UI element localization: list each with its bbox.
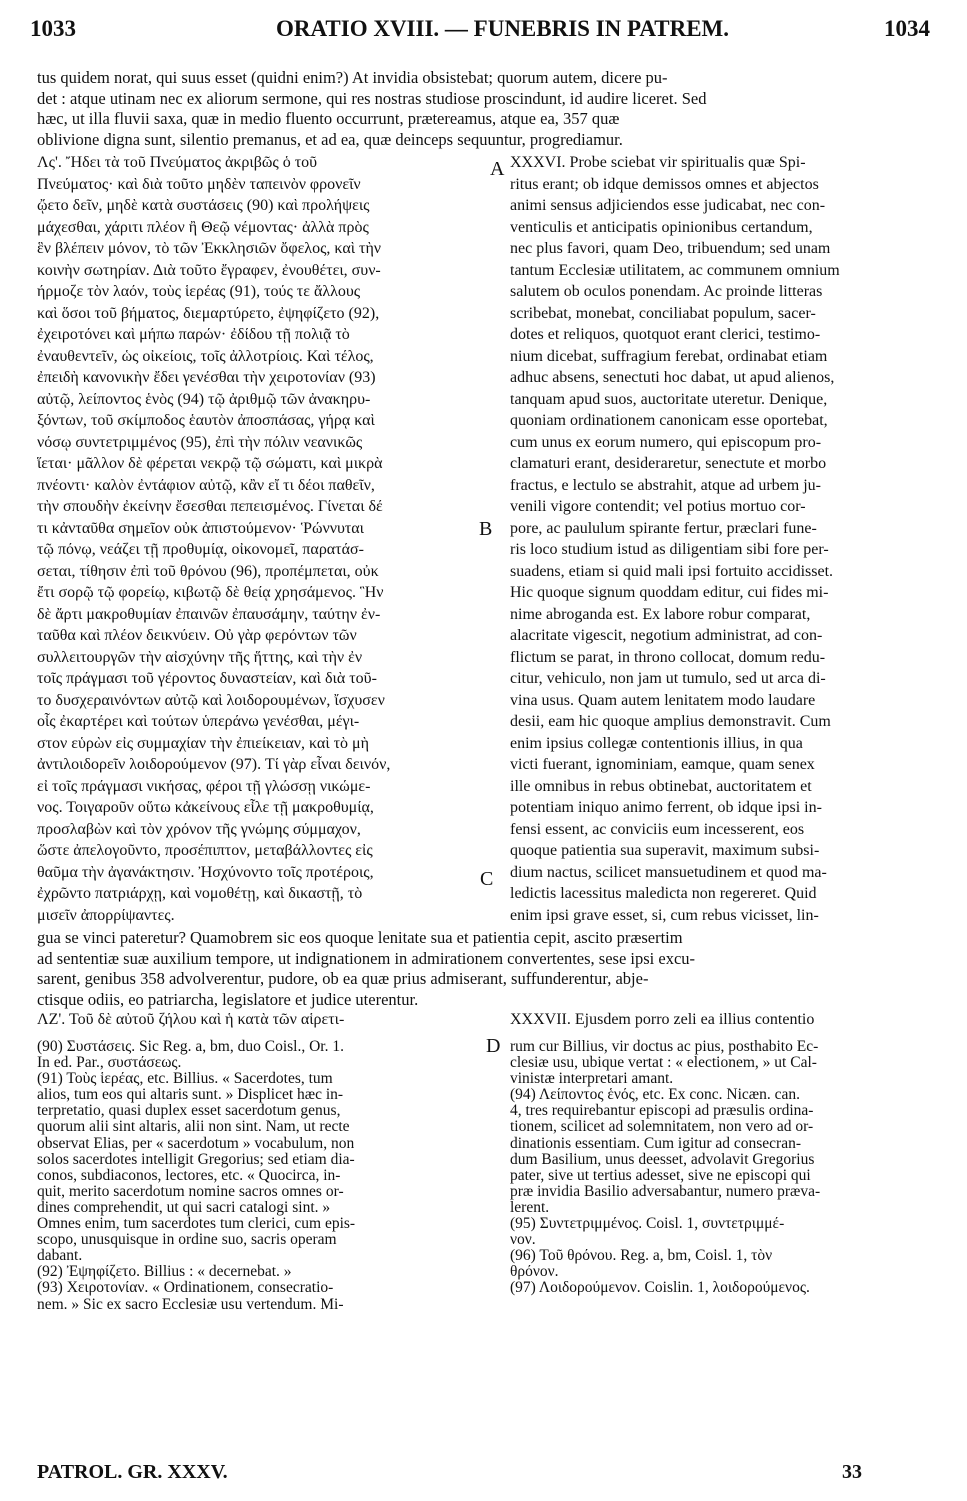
text-line: dinationis essentiam. Cum igitur ad consecran- bbox=[510, 1135, 801, 1152]
footer-page-number: 33 bbox=[842, 1461, 862, 1483]
text-line: ris loco studium istud as diligentiam sibi fore per- bbox=[510, 541, 829, 558]
running-header bbox=[30, 16, 930, 46]
text-line: ὥστε ἀπελογοῦντο, προσέπιπτον, μεταβάλλοντες εἰς bbox=[37, 842, 373, 859]
text-line: scribebat, monebat, conciliabat populum, sacer- bbox=[510, 304, 816, 322]
text-line: συλλειτουργῶν τὴν αἰσχύνην τῆς ἥττης, καὶ τὴν ἐν bbox=[37, 648, 363, 666]
text-line: vina usus. Quam autem lenitatem modo laudare bbox=[510, 691, 816, 709]
text-line: oblivione digna sunt, silentio premanus, et ad ea, quæ deinceps sequuntur, progrediamur. bbox=[37, 129, 623, 149]
text-line: dium nactus, scilicet mansuetudinem et quod ma- bbox=[510, 863, 827, 881]
text-line: νον. bbox=[510, 1232, 536, 1249]
greek-column bbox=[37, 152, 492, 926]
text-line: ἐπειδὴ κανονικὴν ἔδει γενέσθαι τὴν χειροτονίαν (93) bbox=[37, 369, 376, 386]
text-line: Λς'. Ἤδει τὰ τοῦ Πνεύματος ἀκριβῶς ὁ τοῦ bbox=[37, 154, 318, 171]
text-line: observat Elias, per « sacerdotum » vocabulum, non bbox=[37, 1135, 355, 1152]
text-line: dum Basilium, unus deesset, advolavit Gregorius bbox=[510, 1151, 815, 1168]
text-line: lerent. bbox=[510, 1199, 550, 1216]
latin-column bbox=[510, 152, 930, 926]
text-line: nem. » Sic ex sacro Ecclesiæ usu vertendum. Mi- bbox=[37, 1296, 344, 1313]
text-line: (96) Τοῦ θρόνου. Reg. a, bm, Coisl. 1, τὸν bbox=[510, 1248, 773, 1265]
text-line: fensi essent, ac conviciis eum incesserent, eos bbox=[510, 820, 805, 838]
margin-letter-b: B bbox=[479, 518, 493, 540]
column-number-right: 1034 bbox=[884, 16, 930, 41]
text-line: πνέοντι· καλὸν ἐντάφιον αὐτῷ, κἂν εἴ τι δέοι παθεῖν, bbox=[37, 476, 375, 494]
margin-letter-a: A bbox=[490, 158, 505, 180]
text-line: (93) Χειροτονίαν. « Ordinationem, consecratio- bbox=[37, 1280, 334, 1297]
text-line: Omnes enim, tum sacerdotes tum clerici, cum epis- bbox=[37, 1216, 356, 1233]
text-line: αὐτῷ, λείποντος ἑνὸς (94) τῷ ἀριθμῷ τῶν ἀνακηρυ- bbox=[37, 390, 371, 408]
running-title: ORATIO XVIII. — FUNEBRIS IN PATREM. bbox=[276, 16, 730, 41]
mid-latin-block bbox=[37, 928, 930, 1010]
latin-next-section: XXXVII. Ejusdem porro zeli ea illius contentio bbox=[510, 1011, 815, 1028]
text-line: quorum alii sint altaris, alii non sint. Nam, ut recte bbox=[37, 1119, 350, 1136]
text-line: dines comprehendit, ut qui sacri catalogi sint. » bbox=[37, 1199, 331, 1216]
text-line: τὴν σπουδὴν ἐκείνην ἔσεσθαι πεπεισμένος. Γίνεται δέ bbox=[37, 498, 383, 515]
text-line: tionem, scilicet ad solemnitatem, non vero ad or- bbox=[510, 1119, 814, 1136]
text-line: quoque patientia sua superavit, maximum subsi- bbox=[510, 842, 820, 859]
text-line: animi sensus adjiciendos esse judicabat, nec con- bbox=[510, 197, 826, 214]
text-line: victi fuerant, ignominiam, eamque, quam senex bbox=[510, 756, 815, 773]
text-line: dotes et reliquos, quotquot erant clerici, testimo- bbox=[510, 326, 821, 343]
text-line: desii, eam hic quoque amplius demonstravit. Cum bbox=[510, 713, 831, 730]
text-line: nime abroganda est. Ex labore robur comparat, bbox=[510, 605, 811, 623]
text-line: clesiæ usu, ubique vertat : « electionem, » ut Cal- bbox=[510, 1055, 817, 1072]
text-line: μισεῖν ἀπορρίψαντες. bbox=[37, 906, 175, 924]
text-line: ᾤετο δεῖν, μηδὲ κατὰ συστάσεις (90) καὶ προλήψεις bbox=[37, 197, 370, 214]
text-line: εἰ τοῖς πράγμασι νικήσας, φέροι τῇ γλώσσῃ νικώμε- bbox=[37, 777, 371, 795]
text-line: ritus erant; ob idque demissos omnes et abjectos bbox=[510, 175, 819, 193]
text-line: ille omnibus in rebus obtinebat, auctoritatem et bbox=[510, 777, 812, 795]
text-line: suadens, etiam si quid mali ipsi fortuito accidisset. bbox=[510, 562, 834, 580]
text-line: alios, tum eos qui altaris sunt. » Displicet hæc in- bbox=[37, 1087, 344, 1104]
text-line: flictum se parat, in throno collocat, domum redu- bbox=[510, 648, 826, 666]
text-line: (91) Τοὺς ἱερέας, etc. Billius. « Sacerdotes, tum bbox=[37, 1071, 333, 1088]
text-line: ἔτι σορῷ τῷ φορείῳ, κιβωτῷ δὲ θείᾳ χρησάμενος. Ἣν bbox=[37, 584, 384, 601]
text-line: cum unus ex eorum numero, qui episcopum pro- bbox=[510, 433, 822, 451]
text-line: venticulis et anticipatis opinionibus certandum, bbox=[510, 218, 813, 236]
text-line: tanquam apud suos, auctoritate uteretur. Denique, bbox=[510, 390, 828, 408]
text-line: κοινὴν σωτηρίαν. Διὰ τοῦτο ἔγραφεν, ἐνουθέτει, συν- bbox=[37, 261, 381, 279]
text-line: enim ipsi grave esset, si, cum rebus vicisset, lin- bbox=[510, 906, 819, 924]
text-line: ξόντων, τοῦ σκίμποδος ἑαυτὸν ἀποσπάσας, γήρᾳ καὶ bbox=[37, 412, 375, 429]
text-line: clamaturi erant, desideraretur, senectute et morbo bbox=[510, 455, 827, 472]
text-line: (97) Λοιδορούμενον. Coislin. 1, λοιδορούμενος. bbox=[510, 1280, 810, 1297]
text-line: μάχεσθαι, χάριτι πλέον ἢ Θεῷ νέμοντας· ἀλλὰ πρὸς bbox=[37, 218, 369, 236]
text-line: enim ipsius collegæ contentionis illius, in qua bbox=[510, 734, 803, 752]
text-line: pore, ac paululum spirante fertur, præclari fune- bbox=[510, 519, 817, 537]
text-line: det : atque utinam nec ex aliorum sermone, qui res nostras studiose proscindunt, id audire liceret. Sed bbox=[37, 88, 707, 108]
text-line: ἀντιλοιδορεῖν λοιδορούμενον (97). Τί γὰρ εἶναι δεινόν, bbox=[37, 756, 391, 773]
text-line: præ invidia Basilio adversabantur, numero præva- bbox=[510, 1183, 821, 1200]
text-line: προσλαβὼν καὶ τὸν χρόνον τῆς γνώμης σύμμαχον, bbox=[37, 820, 361, 838]
text-line: ήρμοζε τὸν λαόν, τοὺς ἱερέας (91), τούς τε ἄλλους bbox=[37, 283, 361, 300]
text-line: sarent, genibus 358 advolverentur, pudore, ob ea quæ prius admiserant, suffunderentur, abje- bbox=[37, 969, 649, 988]
text-line: ἓν βλέπειν μόνον, τὸ τῶν Ἐκκλησιῶν ὄφελος, καὶ τὴν bbox=[37, 240, 382, 257]
text-line: rum cur Billius, vir doctus ac pius, posthabito Ec- bbox=[510, 1039, 819, 1055]
text-line: alacritate vigescit, negotium administrat, ad con- bbox=[510, 627, 823, 644]
text-line: 4, tres requirebantur episcopi ad præsulis ordina- bbox=[510, 1103, 814, 1120]
text-line: στον εὑρὼν εἰς συμμαχίαν τὴν ἐπιείκειαν, καὶ τὸ μὴ bbox=[37, 734, 369, 752]
text-line: (92) Ἐψηφίζετο. Billius : « decernebat. » bbox=[37, 1264, 292, 1281]
top-latin-block bbox=[37, 68, 930, 150]
text-line: potentiam iniquo animo ferrent, ob idque ipsi in- bbox=[510, 799, 822, 816]
text-line: δὲ ἄρτι μακροθυμίαν ἐπαινῶν ἐπαυσάμην, ταύτην ἐν- bbox=[37, 605, 381, 623]
text-line: pater, sive ut tertius adesset, sive ne episcopi qui bbox=[510, 1167, 811, 1184]
text-line: hæc, ut illa fluvii saxa, quæ in medio fluento occurrunt, prætereamus, atque ea, 357 quæ bbox=[37, 109, 620, 128]
text-line: νος. Τοιγαροῦν οὕτω κἀκείνους εἷλε τῇ μακροθυμίᾳ, bbox=[37, 799, 374, 816]
text-line: θρόνον. bbox=[510, 1264, 559, 1281]
text-line: vinistæ interpretari amant. bbox=[510, 1071, 674, 1088]
text-line: ἐχειροτόνει καὶ μήπω παρών· ἐδίδου τῇ πολιᾷ τὸ bbox=[37, 326, 350, 343]
text-line: ctisque odiis, eo patriarcha, legislatore et judice uterentur. bbox=[37, 989, 419, 1009]
text-line: ἵεται· μᾶλλον δὲ φέρεται νεκρῷ τῷ σώματι, καὶ μικρὰ bbox=[37, 455, 383, 472]
text-line: fractus, e lectulo se abstrahit, atque ad urbem ju- bbox=[510, 476, 821, 494]
text-line: τοῖς πράγμασι τοῦ γέροντος δυναστείαν, καὶ διὰ τοῦ- bbox=[37, 670, 377, 687]
text-line: (90) Συστάσεις. Sic Reg. a, bm, duo Coisl., Or. 1. bbox=[37, 1039, 344, 1055]
text-line: ad sententiæ suæ auxilium tempore, ut indignationem in admirationem convertentes, sese ipsi excu- bbox=[37, 948, 696, 968]
text-line: scopo, unusquisque in ordine suo, sacris operam bbox=[37, 1232, 337, 1249]
text-line: σεται, τίθησιν ἐπὶ τοῦ θρόνου (96), προπέμπεται, οὐκ bbox=[37, 562, 379, 580]
text-line: τῷ πόνῳ, νεάζει τῇ προθυμίᾳ, οἰκονομεῖ, παρατάσ- bbox=[37, 541, 364, 558]
text-line: ἐχρῶντο πατριάρχῃ, καὶ νομοθέτῃ, καὶ δικαστῇ, τὸ bbox=[37, 885, 363, 902]
text-line: Πνεύματος· καὶ διὰ τοῦτο μηδὲν ταπεινὸν φρονεῖν bbox=[37, 175, 361, 193]
text-line: ledictis lacessitus maledicta non regereret. Quid bbox=[510, 885, 817, 902]
footnotes-left bbox=[37, 1039, 477, 1313]
text-line: τι κἀνταῦθα σημεῖον οὐκ ἀπιστούμενον· Ῥώννυται bbox=[37, 519, 364, 537]
text-line: το δυσχεραινόντων αὐτῷ καὶ λοιδορουμένων, ἴσχυσεν bbox=[37, 691, 385, 709]
text-line: nium dicebat, suffragium ferebat, ordinabat etiam bbox=[510, 347, 828, 365]
text-line: ταῦθα καὶ πλέον δεικνύειν. Οὐ γὰρ φερόντων τῶν bbox=[37, 627, 357, 644]
text-line: solos sacerdotes intelligit Gregorius; sed etiam dia- bbox=[37, 1151, 355, 1168]
text-line: οἷς ἐκαρτέρει καὶ τούτων ὑπεράνω γενέσθαι, μέγι- bbox=[37, 713, 360, 730]
text-line: (94) Λείποντος ἑνός, etc. Ex conc. Nicæn. can. bbox=[510, 1087, 801, 1104]
text-line: ἐναυθεντεῖν, ὡς οἰκείοις, τοῖς ἀλλοτρίοις. Καὶ τέλος, bbox=[37, 347, 374, 365]
text-line: (95) Συντετριμμένος. Coisl. 1, συντετριμμέ- bbox=[510, 1216, 785, 1233]
text-line: XXXVI. Probe sciebat vir spiritualis quæ Spi- bbox=[510, 154, 806, 171]
greek-next-section: ΛΖ'. Τοῦ δὲ αὐτοῦ ζήλου καὶ ἡ κατὰ τῶν αἱρετι- bbox=[37, 1011, 345, 1028]
text-line: In ed. Par., συστάσεως. bbox=[37, 1055, 182, 1072]
footnotes-right bbox=[510, 1039, 930, 1297]
text-line: conos, subdiaconos, lectores, etc. « Quocirca, in- bbox=[37, 1167, 341, 1184]
footer-volume: PATROL. GR. XXXV. bbox=[37, 1461, 228, 1483]
text-line: adhuc absens, senectuti hoc dabat, ut apud alienos, bbox=[510, 369, 835, 386]
text-line: quoniam ordinationem canonicam esse oportebat, bbox=[510, 412, 828, 429]
text-line: Hic quoque signum quoddam editur, cui fides mi- bbox=[510, 584, 829, 601]
text-line: θαῦμα τὴν ἀγανάκτησιν. Ἠσχύνοντο τοῖς προτέροις, bbox=[37, 863, 374, 881]
text-line: νόσῳ συντετριμμένος (95), ἐπὶ τὴν πόλιν νεανικῶς bbox=[37, 433, 363, 451]
text-line: quit, merito sacerdotum nomine sacros omnes or- bbox=[37, 1183, 344, 1200]
text-line: καὶ ὅσοι τοῦ βήματος, διεμαρτύρετο, ἐψηφίζετο (92), bbox=[37, 304, 380, 322]
text-line: terpretatio, quasi duplex esset sacerdotum genus, bbox=[37, 1103, 341, 1120]
text-line: tus quidem norat, qui suus esset (quidni enim?) At invidia obsistebat; quorum autem, dicere pu- bbox=[37, 68, 668, 87]
text-line: gua se vinci pateretur? Quamobrem sic eos quoque lenitate sua et patientia cepit, ascito præsertim bbox=[37, 928, 683, 947]
margin-letter-d: D bbox=[486, 1035, 501, 1057]
text-line: nec plus favori, quam Deo, tribuendum; sed unam bbox=[510, 240, 831, 257]
text-line: tantum Ecclesiæ utilitatem, ac communem omnium bbox=[510, 261, 840, 279]
text-line: dabant. bbox=[37, 1248, 83, 1265]
text-line: venili vigore contendit; vel potius mortuo cor- bbox=[510, 498, 806, 515]
margin-letter-c: C bbox=[480, 868, 494, 890]
text-line: salutem ob oculos ponendam. Ac proinde litteras bbox=[510, 283, 823, 300]
column-number-left: 1033 bbox=[30, 16, 76, 41]
text-line: citur, vehiculo, non jam ut tumulo, sed ut arca di- bbox=[510, 670, 826, 687]
